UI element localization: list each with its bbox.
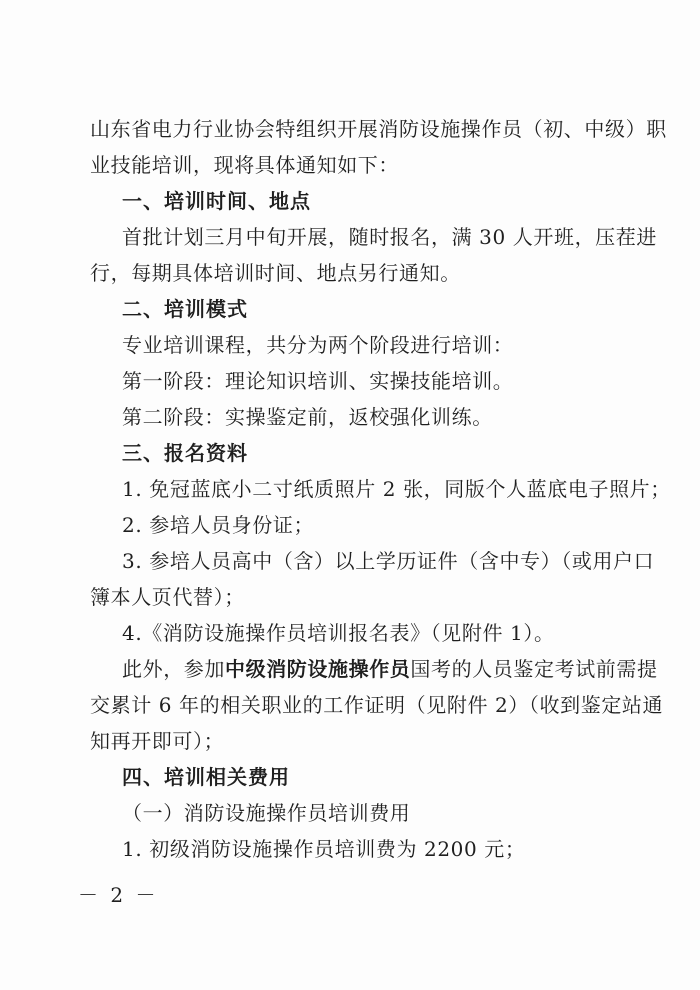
material-item-3-line-1: 3. 参培人员高中（含）以上学历证件（含中专）（或用户口 [122,549,655,573]
additional-requirement-line-3: 知再开即可）； [90,729,225,753]
page-number: － 2 － [78,883,159,907]
mode-line-3: 第二阶段：实操鉴定前，返校强化训练。 [122,405,493,429]
section-heading-time-location: 一、培训时间、地点 [122,189,311,213]
material-item-4: 4.《消防设施操作员培训报名表》（见附件 1）。 [122,621,555,645]
additional-requirement-prefix: 此外，参加 [122,657,225,681]
mode-line-2: 第一阶段：理论知识培训、实操技能培训。 [122,369,514,393]
additional-requirement-suffix: 国考的人员鉴定考试前需提 [410,657,658,681]
section-heading-training-mode: 二、培训模式 [122,297,248,321]
additional-requirement-line-1 [122,652,658,686]
additional-requirement-line-2: 交累计 6 年的相关职业的工作证明（见附件 2）（收到鉴定站通 [90,693,664,717]
intro-line-2: 业技能培训，现将具体通知如下： [90,153,399,177]
section-heading-training-fees: 四、培训相关费用 [122,765,290,789]
fee-subheading: （一）消防设施操作员培训费用 [122,801,411,825]
material-item-1: 1. 免冠蓝底小二寸纸质照片 2 张，同版个人蓝底电子照片； [122,477,671,501]
time-paragraph-line-1: 首批计划三月中旬开展，随时报名，满 30 人开班，压茬进 [122,225,657,249]
material-item-3-line-2: 簿本人页代替）； [90,585,245,609]
material-item-2: 2. 参培人员身份证； [122,513,315,537]
mode-line-1: 专业培训课程，共分为两个阶段进行培训： [122,333,514,357]
intro-line-1: 山东省电力行业协会特组织开展消防设施操作员（初、中级）职 [90,117,667,141]
time-paragraph-line-2: 行，每期具体培训时间、地点另行通知。 [90,261,461,285]
additional-requirement-emphasis: 中级消防设施操作员 [225,657,411,681]
fee-item-1: 1. 初级消防设施操作员培训费为 2200 元； [122,837,526,861]
section-heading-registration-materials: 三、报名资料 [122,441,248,465]
